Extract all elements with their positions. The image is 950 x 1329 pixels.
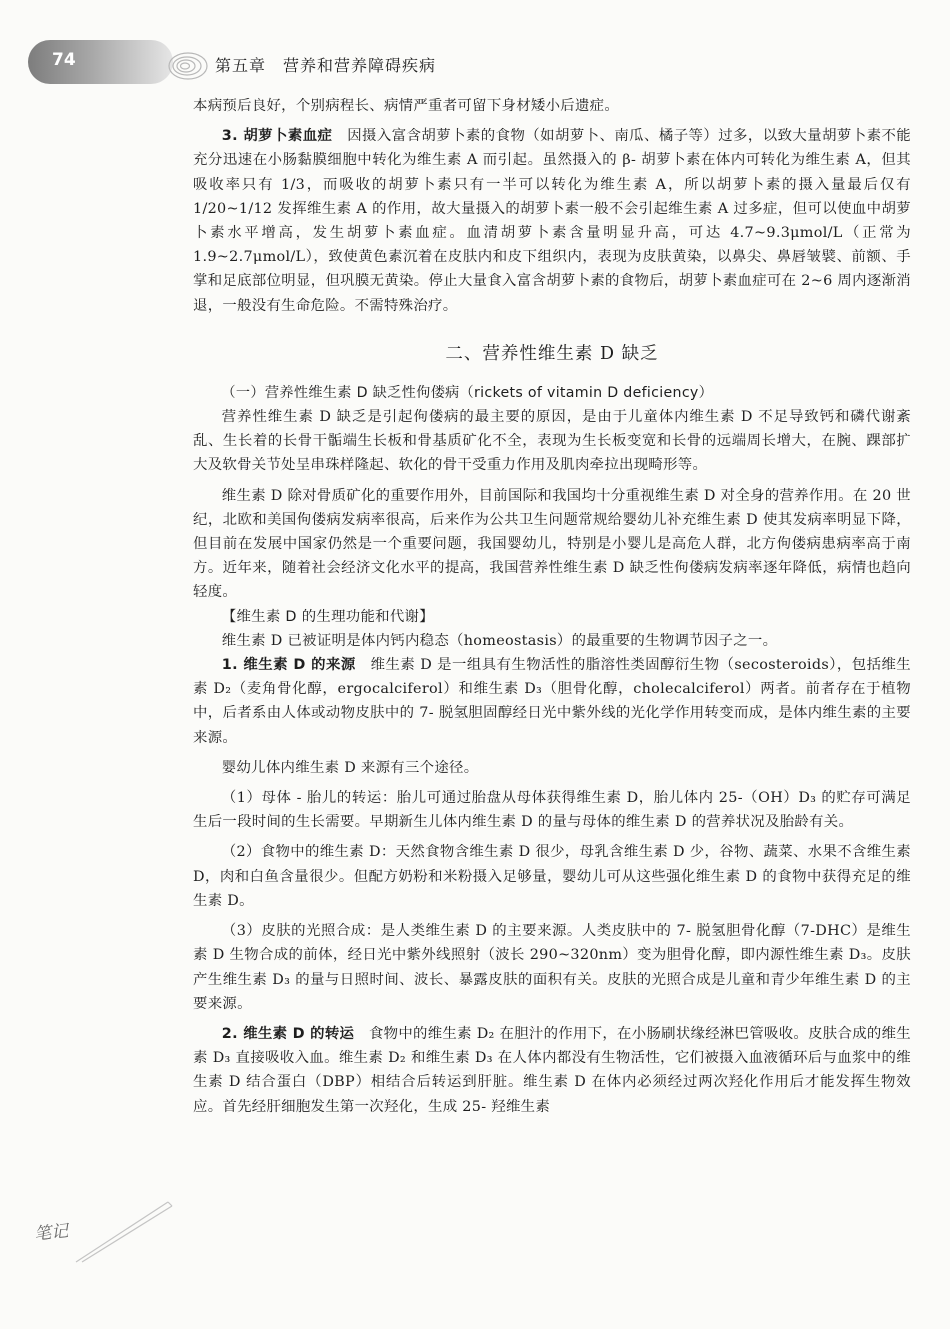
paragraph-carotenemia	[193, 124, 911, 318]
paragraph-vitamin-d-transport	[193, 1022, 911, 1119]
notes-label: 笔记	[33, 1221, 70, 1245]
transport-text: 食物中的维生素 D₂ 在胆汁的作用下，在小肠刷状缘经淋巴管吸收。皮肤合成的维生素 D₃ 直接吸收入血。维生素 D₂ 和维生素 D₃ 在人体内都没有生物活性，它们被摄入血液循环后与血浆中的维生素 D 结合蛋白（DBP）相结合后转运到肝脏。维生素 D 在体内必须经过两次羟化作用后才能发挥生物效应。首先经肝细胞发生第一次羟化，生成 25- 羟维生素	[193, 1025, 911, 1115]
transport-heading: 2. 维生素 D 的转运	[221, 1025, 355, 1042]
pen-icon	[68, 1196, 178, 1266]
paragraph-maternal-transfer: （1）母体 - 胎儿的转运：胎儿可通过胎盘从母体获得维生素 D，胎儿体内 25-（OH）D₃ 的贮存可满足生后一段时间的生长需要。早期新生儿体内维生素 D 的量与母体的维生素 D 的营养状况及胎龄有关。	[193, 790, 911, 831]
section-title: 二、营养性维生素 D 缺乏	[445, 343, 659, 364]
source-heading: 1. 维生素 D 的来源	[221, 657, 356, 674]
paragraph-vitamin-d-role: 维生素 D 除对骨质矿化的重要作用外，目前国际和我国均十分重视维生素 D 对全身的营养作用。在 20 世纪，北欧和美国佝偻病发病率很高，后来作为公共卫生问题常规给婴幼儿补充维生素 D 使其发病率明显下降，但目前在发展中国家仍然是一个重要问题，我国婴幼儿，特别是小婴儿是高危人群，北方佝偻病患病率高于南方。近年来，随着社会经济文化水平的提高，我国营养性维生素 D 缺乏性佝偻病发病率逐年降低，病情也趋向轻度。	[193, 487, 911, 601]
bracket-heading: 【维生素 D 的生理功能和代谢】	[221, 608, 434, 625]
chapter-title: 第五章 营养和营养障碍疾病	[215, 56, 437, 75]
paragraph-rickets-cause: 营养性维生素 D 缺乏是引起佝偻病的最主要的原因，是由于儿童体内维生素 D 不足导致钙和磷代谢紊乱、生长着的长骨干骺端生长板和骨基质矿化不全，表现为生长板变宽和长骨的远端周长增大，在腕、踝部扩大及软骨关节处呈串珠样隆起、软化的骨干受重力作用及肌肉牵拉出现畸形等。	[193, 409, 911, 474]
source-text: 维生素 D 是一组具有生物活性的脂溶性类固醇衍生物（secosteroids），包括维生素 D₂（麦角骨化醇，ergocalciferol）和维生素 D₃（胆骨化醇，cholecalciferol）两者。前者存在于植物中，后者系由人体或动物皮肤中的 7- 脱氢胆固醇经日光中紫外线的光化学作用转变而成，是体内维生素的主要来源。	[193, 657, 911, 746]
paragraph-vitamin-d-source	[193, 653, 911, 750]
carotenemia-heading: 3. 胡萝卜素血症	[221, 128, 333, 145]
page-number-tab	[28, 40, 173, 84]
subsection-title: （一）营养性维生素 D 缺乏性佝偻病（rickets of vitamin D deficiency）	[221, 384, 714, 401]
page-header	[0, 30, 950, 90]
page-number: 74	[52, 50, 76, 70]
paragraph-dietary-source: （2）食物中的维生素 D：天然食物含维生素 D 很少，母乳含维生素 D 少，谷物、蔬菜、水果不含维生素 D，肉和白鱼含量很少。但配方奶粉和米粉摄入足够量，婴幼儿可从这些强化维生素 D 的食物中获得充足的维生素 D。	[193, 844, 911, 909]
page-content	[193, 94, 911, 1119]
swirl-ornament-icon	[166, 42, 210, 86]
paragraph-three-routes: 婴幼儿体内维生素 D 来源有三个途径。	[221, 759, 479, 776]
paragraph-prognosis: 本病预后良好，个别病程长、病情严重者可留下身材矮小后遗症。	[193, 98, 620, 114]
carotenemia-text: 因摄入富含胡萝卜素的食物（如胡萝卜、南瓜、橘子等）过多，以致大量胡萝卜素不能充分迅速在小肠黏膜细胞中转化为维生素 A 而引起。虽然摄入的 β- 胡萝卜素在体内可转化为维生素 A，但其吸收率只有 1/3，而吸收的胡萝卜素只有一半可以转化为维生素 A，所以胡萝卜素的摄入量最后仅有 1/20~1/12 发挥维生素 A 的作用，故大量摄入的胡萝卜素一般不会引起维生素 A 过多症，但可以使血中胡萝卜素水平增高，发生胡萝卜素血症。血清胡萝卜素含量明显升高，可达 4.7~9.3μmol/L（正常为 1.9~2.7μmol/L），致使黄色素沉着在皮肤内和皮下组织内，表现为皮肤黄染，以鼻尖、鼻唇皱襞、前额、手掌和足底部位明显，但巩膜无黄染。停止大量食入富含胡萝卜素的食物后，胡萝卜素血症可在 2~6 周内逐渐消退，一般没有生命危险。不需特殊治疗。	[193, 128, 911, 314]
notes-margin	[28, 1196, 148, 1276]
paragraph-skin-synthesis: （3）皮肤的光照合成：是人类维生素 D 的主要来源。人类皮肤中的 7- 脱氢胆骨化醇（7-DHC）是维生素 D 生物合成的前体，经日光中紫外线照射（波长 290~320nm）变为胆骨化醇，即内源性维生素 D₃。皮肤产生维生素 D₃ 的量与日照时间、波长、暴露皮肤的面积有关。皮肤的光照合成是儿童和青少年维生素 D 的主要来源。	[193, 923, 911, 1012]
paragraph-homeostasis: 维生素 D 已被证明是体内钙内稳态（homeostasis）的最重要的生物调节因子之一。	[221, 632, 778, 649]
